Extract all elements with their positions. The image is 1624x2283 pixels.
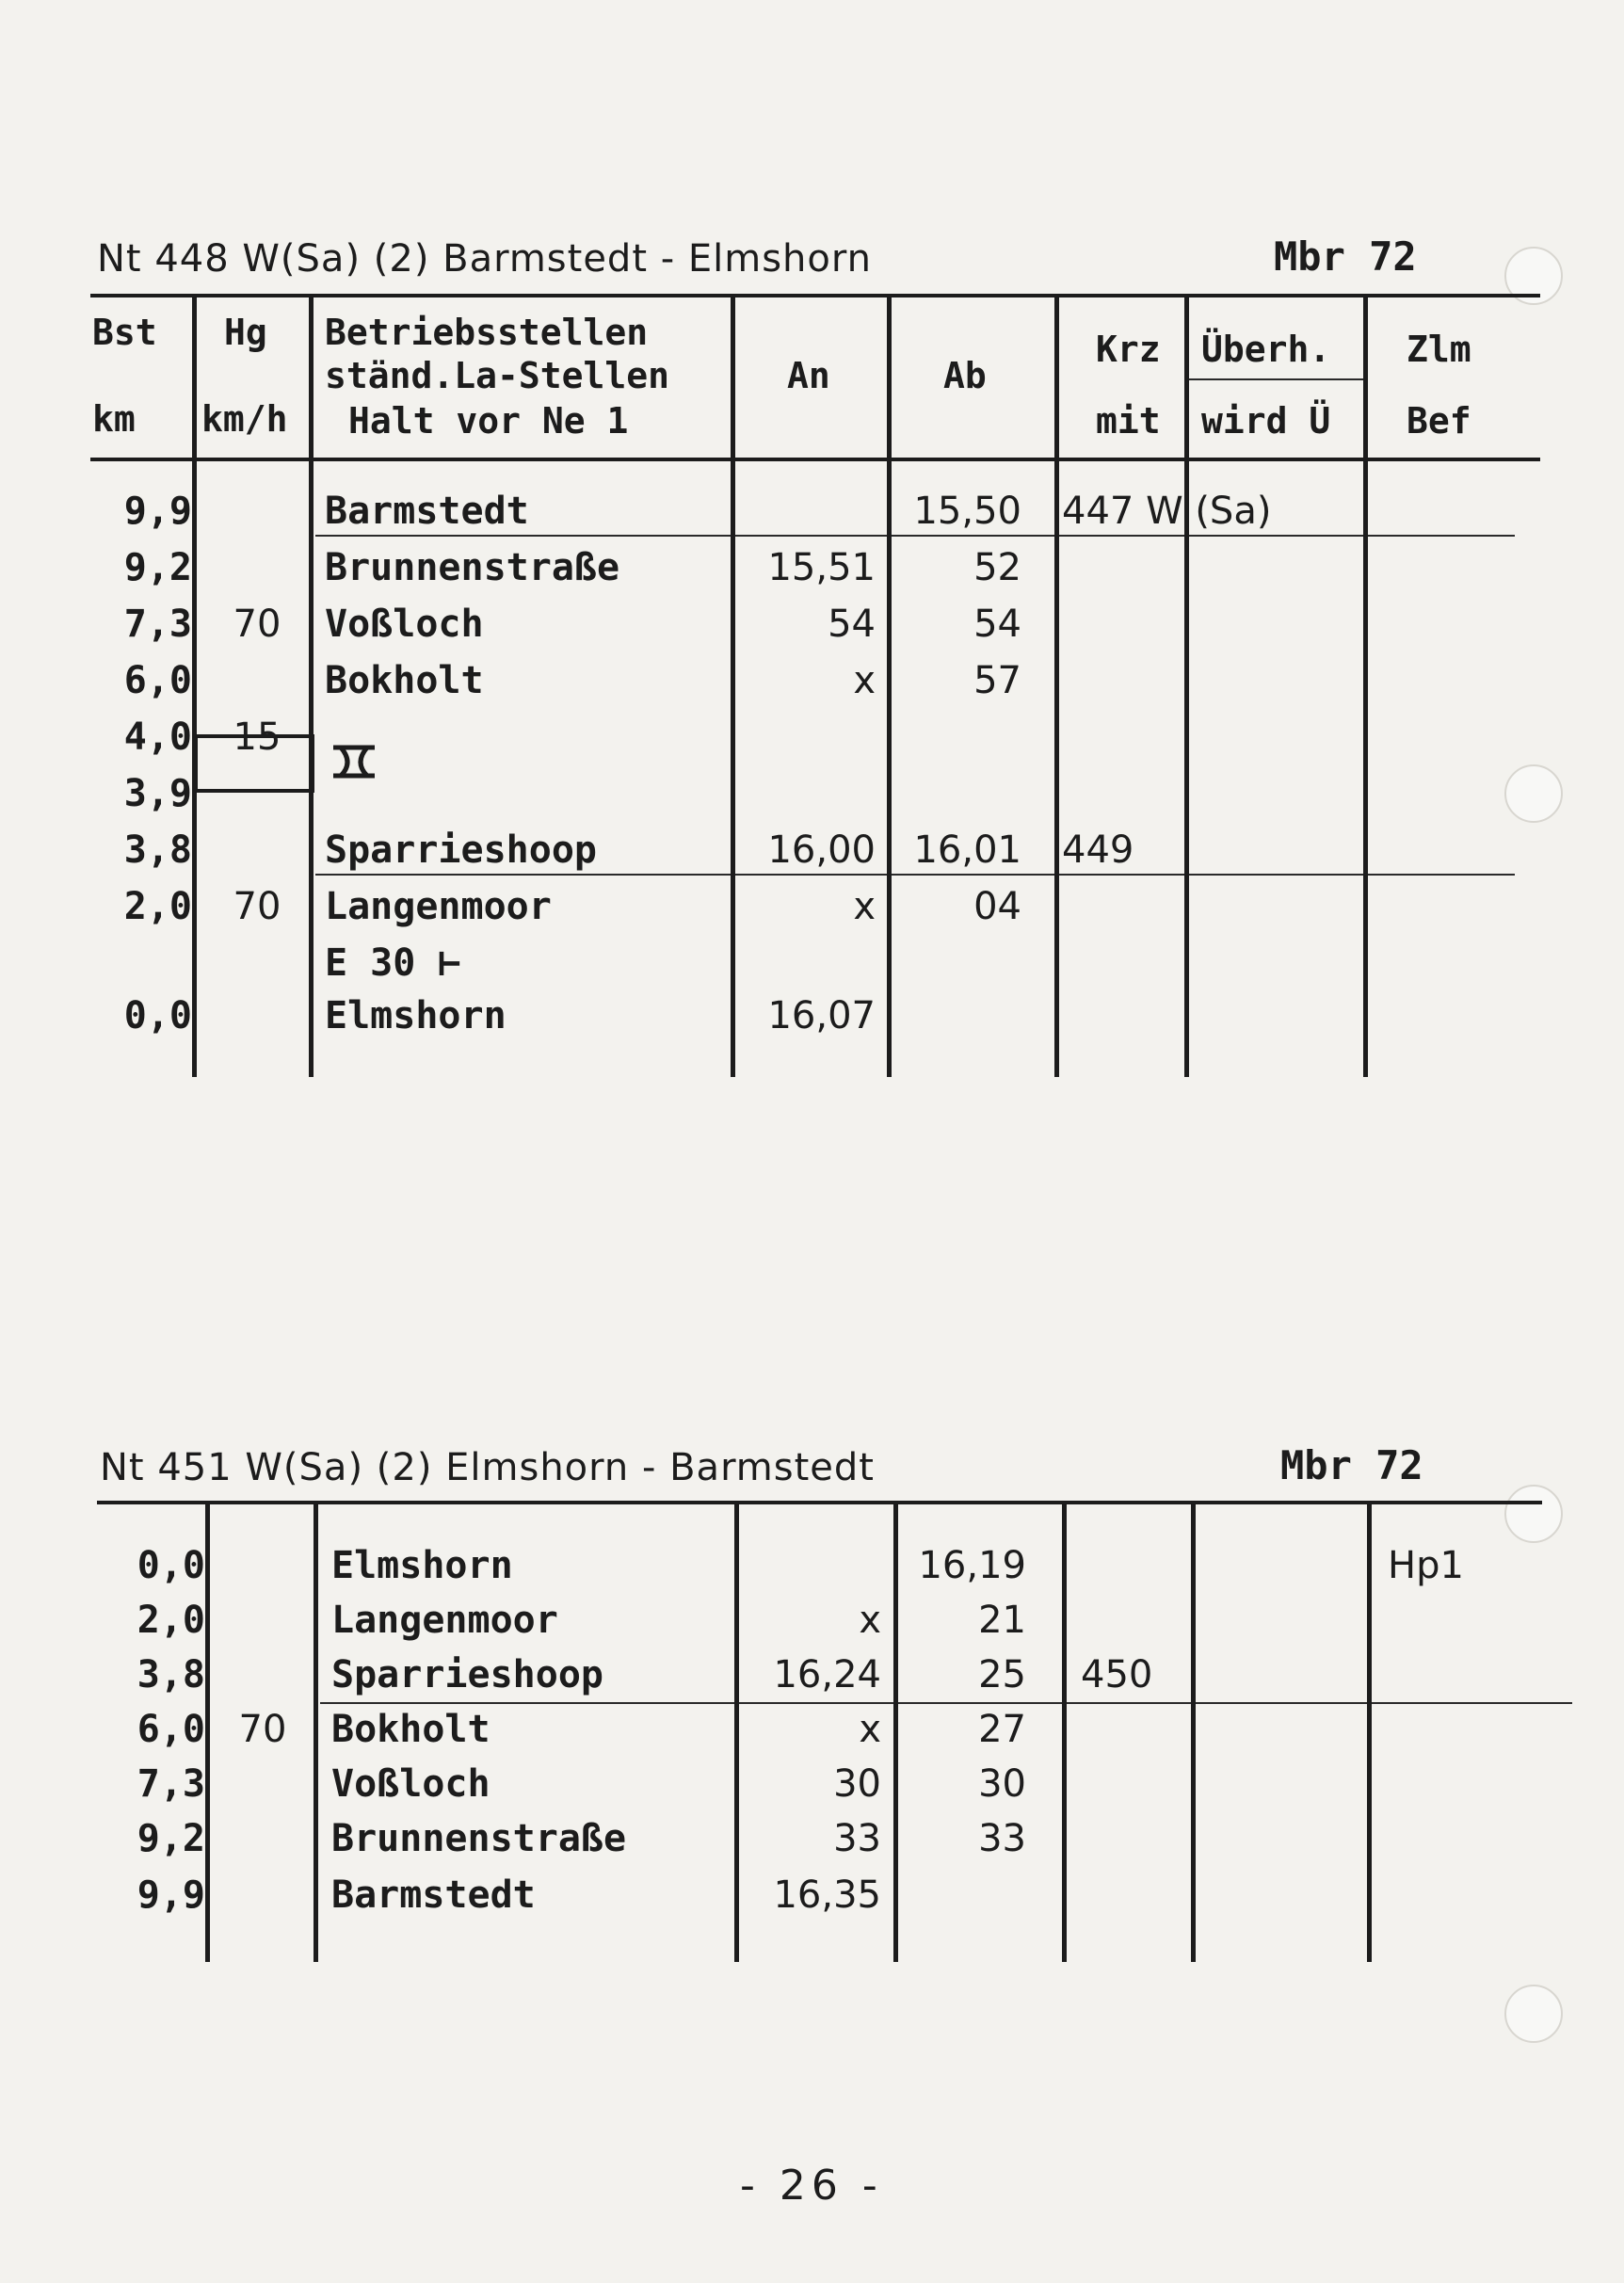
header-wird: wird Ü	[1201, 400, 1331, 442]
header-mit: mit	[1096, 400, 1161, 442]
punch-hole-4	[1504, 1985, 1563, 2043]
header-bottom-rule	[90, 458, 1540, 461]
row-departure: 16,19	[918, 1544, 1026, 1587]
row-speed: 15	[233, 715, 281, 759]
header-krz: Krz	[1096, 329, 1161, 370]
row-station: Langenmoor	[325, 885, 552, 928]
header-bef: Bef	[1407, 400, 1471, 442]
row-km: 3,8	[137, 1653, 205, 1696]
row-departure: 25	[978, 1653, 1026, 1696]
row-divider-2	[315, 874, 1515, 876]
row-departure: 33	[978, 1817, 1026, 1860]
header-la-stellen: ständ.La-Stellen	[325, 355, 670, 396]
row-crossing: 449	[1062, 828, 1134, 872]
col-rule-ab	[1054, 296, 1059, 1077]
row-station: Elmshorn	[325, 994, 506, 1037]
punch-hole-2	[1504, 764, 1563, 823]
row-departure: 16,01	[913, 828, 1021, 872]
row-km: 7,3	[137, 1762, 205, 1806]
header-kmh: km/h	[201, 398, 288, 440]
row-km: 3,9	[123, 772, 192, 815]
row-km: 6,0	[123, 659, 192, 702]
punch-hole-3	[1504, 1485, 1563, 1543]
row-departure: 52	[973, 546, 1021, 589]
row-station: Sparrieshoop	[325, 828, 597, 872]
row-station: Elmshorn	[331, 1544, 513, 1587]
row-arrival: 16,24	[773, 1653, 881, 1696]
row-crossing: 450	[1081, 1653, 1153, 1696]
row-km: 4,0	[123, 715, 192, 759]
header-uberh: Überh.	[1201, 329, 1331, 370]
row-km: 2,0	[137, 1599, 205, 1642]
header-hg: Hg	[224, 312, 267, 353]
row-station: Voßloch	[331, 1762, 490, 1806]
col-rule-krz	[1184, 296, 1189, 1077]
header-halt: Halt vor Ne 1	[348, 400, 629, 442]
row-departure: 57	[973, 659, 1021, 702]
row-speed: 70	[233, 885, 281, 928]
row-station: Voßloch	[325, 603, 484, 646]
row-station: E 30 ⊢	[325, 941, 461, 985]
row-km: 9,2	[137, 1817, 205, 1860]
zlm-note: Hp1	[1388, 1544, 1464, 1587]
page-number: - 26 -	[740, 2162, 883, 2210]
col-rule-uberh	[1363, 296, 1368, 1077]
row-arrival: x	[859, 1599, 881, 1642]
row-arrival: x	[853, 659, 876, 702]
row-km: 7,3	[123, 603, 192, 646]
header-betriebsstellen: Betriebsstellen	[325, 312, 649, 353]
row-station: Barmstedt	[331, 1873, 536, 1917]
col-rule-krz	[1191, 1503, 1196, 1962]
col-rule-hg	[309, 296, 314, 1077]
row-arrival: 16,07	[767, 994, 876, 1037]
row-km: 0,0	[137, 1544, 205, 1587]
uberh-divider	[1188, 378, 1363, 380]
row-arrival: x	[859, 1708, 881, 1751]
row-speed: 70	[238, 1708, 287, 1751]
row-station: Brunnenstraße	[325, 546, 620, 589]
row-station: Sparrieshoop	[331, 1653, 603, 1696]
row-station: Bokholt	[331, 1708, 490, 1751]
row-departure: 04	[973, 885, 1021, 928]
row-station: Bokholt	[325, 659, 484, 702]
row-arrival: 16,35	[773, 1873, 881, 1917]
header-zlm: Zlm	[1407, 329, 1471, 370]
row-divider-1	[320, 1702, 1572, 1704]
header-bst: Bst	[92, 312, 157, 353]
col-rule-an	[887, 296, 892, 1077]
mbr-label: Mbr 72	[1274, 233, 1417, 280]
row-station: Langenmoor	[331, 1599, 558, 1642]
row-crossing: 447 W (Sa)	[1062, 490, 1272, 533]
table-title: Nt 451 W(Sa) (2) Elmshorn - Barmstedt	[100, 1446, 875, 1489]
row-departure: 21	[978, 1599, 1026, 1642]
row-km: 9,9	[137, 1873, 205, 1917]
row-km: 2,0	[123, 885, 192, 928]
row-departure: 27	[978, 1708, 1026, 1751]
row-arrival: 30	[833, 1762, 881, 1806]
row-arrival: 54	[828, 603, 876, 646]
header-top-rule	[90, 294, 1540, 297]
header-km: km	[92, 398, 136, 440]
col-rule-an	[893, 1503, 898, 1962]
row-km: 3,8	[123, 828, 192, 872]
row-km: 6,0	[137, 1708, 205, 1751]
row-speed: 70	[233, 603, 281, 646]
col-rule-uberh	[1367, 1503, 1372, 1962]
col-rule-ab	[1062, 1503, 1067, 1962]
col-rule-betrieb	[734, 1503, 739, 1962]
col-rule-km	[205, 1503, 210, 1962]
row-departure: 54	[973, 603, 1021, 646]
row-station: Barmstedt	[325, 490, 529, 533]
header-an: An	[787, 355, 830, 396]
mbr-label: Mbr 72	[1280, 1442, 1423, 1488]
row-station: Brunnenstraße	[331, 1817, 627, 1860]
row-km: 0,0	[123, 994, 192, 1037]
row-departure: 15,50	[913, 490, 1021, 533]
row-km: 9,9	[123, 490, 192, 533]
row-arrival: x	[853, 885, 876, 928]
row-divider-1	[315, 535, 1515, 537]
table-title: Nt 448 W(Sa) (2) Barmstedt - Elmshorn	[97, 237, 872, 281]
col-rule-km	[192, 296, 197, 1077]
row-km: 9,2	[123, 546, 192, 589]
row-departure: 30	[978, 1762, 1026, 1806]
row-arrival: 15,51	[767, 546, 876, 589]
bridge-icon	[330, 740, 378, 783]
header-ab: Ab	[943, 355, 987, 396]
col-rule-betrieb	[731, 296, 735, 1077]
row-arrival: 33	[833, 1817, 881, 1860]
row-arrival: 16,00	[767, 828, 876, 872]
